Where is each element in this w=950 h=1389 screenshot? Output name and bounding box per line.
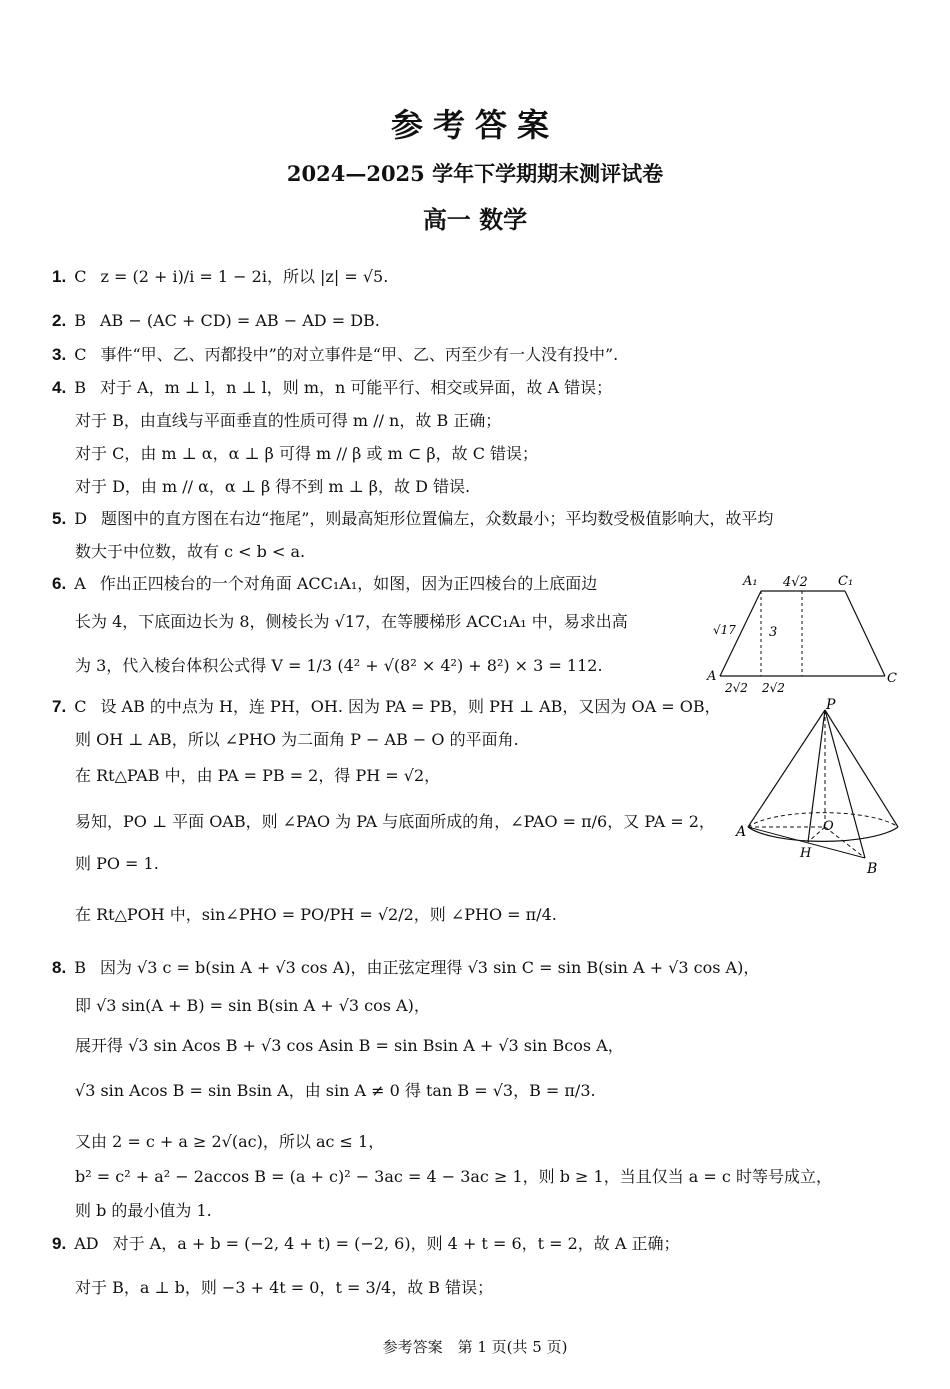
answer-item-8-line-3: 展开得 √3 sin Acos B + √3 cos Asin B = sin Bsin A + √3 sin Bcos A， <box>75 1036 624 1055</box>
label-A: A <box>736 824 747 840</box>
label-A1: A₁ <box>743 574 758 589</box>
label-bottom-seg-2: 2√2 <box>762 681 785 693</box>
exam-subtitle: 2024—2025 学年下学期期末测评试卷 <box>286 161 664 186</box>
answer-item-7-line-6: 在 Rt△POH 中，sin∠PHO = PO/PH = √2/2，则 ∠PHO = π/4. <box>75 905 557 924</box>
answer-item-7: 7. C 设 AB 的中点为 H，连 PH，OH. 因为 PA = PB，则 PH ⊥ AB，又因为 OA = OB， <box>52 697 721 716</box>
answer-item-8: 8. B 因为 √3 c = b(sin A + √3 cos A)，由正弦定理得 √3 sin C = sin B(sin A + √3 cos A)， <box>52 958 760 977</box>
label-O: O <box>823 819 834 834</box>
label-bottom-seg-1: 2√2 <box>725 681 748 693</box>
label-top-length: 4√2 <box>783 575 808 590</box>
answer-item-6: 6. A 作出正四棱台的一个对角面 ACC₁A₁，如图，因为正四棱台的上底面边 <box>52 574 598 593</box>
answer-item-7-line-5: 则 PO = 1. <box>75 854 159 873</box>
label-P: P <box>826 697 836 713</box>
label-C: C <box>887 671 897 686</box>
label-B: B <box>867 861 878 877</box>
answer-item-5: 5. D 题图中的直方图在右边“拖尾”，则最高矩形位置偏左，众数最小；平均数受极值影响大，故平均 <box>52 509 774 528</box>
answer-item-7-line-3: 在 Rt△PAB 中，由 PA = PB = 2，得 PH = √2， <box>75 766 441 785</box>
answer-item-2: 2. B AB − (AC + CD) = AB − AD = DB. <box>52 311 380 330</box>
answer-item-4-line-4: 对于 D，由 m // α，α ⊥ β 得不到 m ⊥ β，故 D 错误. <box>75 477 471 496</box>
cone-right-generatrix <box>825 710 898 827</box>
page-footer: 参考答案 第 1 页(共 5 页) <box>382 1338 568 1356</box>
answer-item-3: 3. C 事件“甲、乙、丙都投中”的对立事件是“甲、乙、丙至少有一人没有投中”. <box>52 345 619 364</box>
label-lateral-edge: √17 <box>713 623 736 637</box>
label-A: A <box>707 669 717 684</box>
answer-item-8-line-5: 又由 2 = c + a ≥ 2√(ac)，所以 ac ≤ 1， <box>75 1132 385 1151</box>
answer-item-8-line-7: 则 b 的最小值为 1. <box>75 1201 212 1220</box>
cone-figure <box>730 695 910 880</box>
answer-item-9: 9. AD 对于 A，a + b = (−2, 4 + t) = (−2, 6)，则 4 + t = 6，t = 2，故 A 正确； <box>52 1234 680 1253</box>
answer-item-9-line-2: 对于 B，a ⊥ b，则 −3 + 4t = 0，t = 3/4，故 B 错误； <box>75 1278 494 1297</box>
answer-item-6-line-2: 长为 4，下底面边长为 8，侧棱长为 √17，在等腰梯形 ACC₁A₁ 中，易求出高 <box>75 612 628 631</box>
course-title: 高一 数学 <box>422 205 528 234</box>
cone-left-generatrix <box>748 710 825 827</box>
trapezoid-figure <box>705 568 905 693</box>
answer-item-5-line-2: 数大于中位数，故有 c < b < a. <box>75 542 306 561</box>
page-title: 参考答案 <box>390 106 559 144</box>
label-H: H <box>800 846 812 861</box>
answer-item-8-line-2: 即 √3 sin(A + B) = sin B(sin A + √3 cos A)， <box>75 996 430 1015</box>
answer-item-7-line-2: 则 OH ⊥ AB，所以 ∠PHO 为二面角 P − AB − O 的平面角. <box>75 730 519 749</box>
answer-item-4: 4. B 对于 A，m ⊥ l，n ⊥ l，则 m，n 可能平行、相交或异面，故 A 错误； <box>52 378 613 397</box>
trapezoid-right-edge <box>845 591 885 676</box>
answer-item-4-line-2: 对于 B，由直线与平面垂直的性质可得 m // n，故 B 正确； <box>75 411 502 430</box>
label-C1: C₁ <box>838 574 854 589</box>
segment-PB <box>825 710 865 858</box>
answer-item-7-line-4: 易知，PO ⊥ 平面 OAB，则 ∠PAO 为 PA 与底面所成的角，∠PAO = π/6，又 PA = 2， <box>75 812 715 831</box>
answer-item-8-line-4: √3 sin Acos B = sin Bsin A，由 sin A ≠ 0 得 tan B = √3，B = π/3. <box>75 1081 596 1100</box>
answer-item-1: 1. C z = (2 + i)/i = 1 − 2i，所以 |z| = √5. <box>52 267 389 286</box>
answer-item-6-line-3: 为 3，代入棱台体积公式得 V = 1/3 (4² + √(8² × 4²) + 8²) × 3 = 112. <box>75 656 603 675</box>
answer-item-4-line-3: 对于 C，由 m ⊥ α，α ⊥ β 可得 m // β 或 m ⊂ β，故 C 错误； <box>75 444 539 463</box>
label-height: 3 <box>769 625 778 640</box>
answer-item-8-line-6: b² = c² + a² − 2accos B = (a + c)² − 3ac = 4 − 3ac ≥ 1，则 b ≥ 1，当且仅当 a = c 时等号成立， <box>75 1167 832 1186</box>
